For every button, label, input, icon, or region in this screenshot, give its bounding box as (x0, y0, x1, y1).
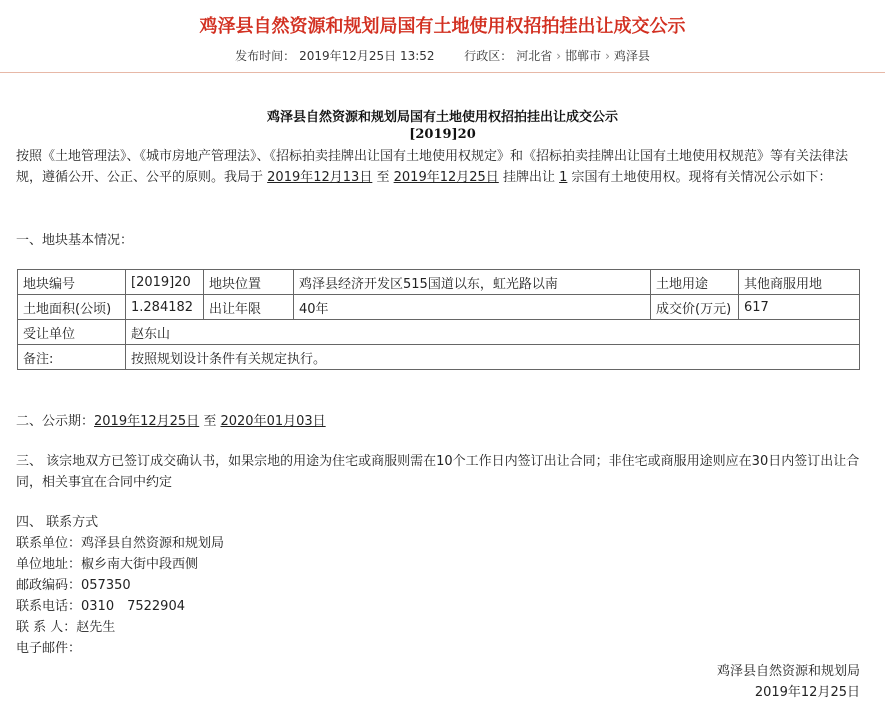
page-header (0, 0, 885, 73)
contact-postcode: 邮政编码：057350 (16, 578, 131, 593)
chevron-right-icon: › (556, 49, 562, 63)
table-cell: 617 (739, 295, 860, 320)
table-row (18, 320, 860, 345)
contact-email: 电子邮件： (16, 641, 82, 656)
table-cell: 出让年限 (204, 295, 294, 320)
region-city[interactable]: 邯郸市 (565, 49, 602, 63)
publish-time: 2019年12月25日 13:52 (299, 49, 435, 63)
table-row (18, 270, 860, 295)
table-cell: 土地用途 (651, 270, 739, 295)
meta-bar (0, 47, 885, 64)
publish-label: 发布时间： (235, 49, 296, 63)
intro-text: 按照《土地管理法》、《城市房地产管理法》、《招标拍卖挂牌出让国有土地使用权规定》和《招标拍卖挂牌出让国有土地使用权规范》等有关法律法规，遵循公开、公正、公平的原则。我局于 (16, 149, 849, 185)
contact-phone: 联系电话：0310 7522904 (16, 599, 185, 614)
signature-date: 2019年12月25日 (754, 685, 860, 700)
contact-person: 联 系 人：赵先生 (16, 620, 116, 635)
intro-text-b: 挂牌出让 (502, 170, 555, 185)
contact-unit: 联系单位：鸡泽县自然资源和规划局 (16, 536, 225, 551)
table-cell: 其他商服用地 (739, 270, 860, 295)
table-cell: 土地面积(公顷) (18, 295, 126, 320)
table-cell: 赵东山 (126, 320, 860, 345)
table-cell: 备注: (18, 345, 126, 370)
table-cell: 成交价(万元) (651, 295, 739, 320)
table-cell: 1.284182 (126, 295, 204, 320)
publicity-end-date: 2020年01月03日 (220, 414, 326, 429)
document-number: [2019]20 (409, 127, 476, 142)
section-4-heading: 四、 联系方式 (16, 515, 99, 530)
section-2 (16, 411, 861, 432)
table-cell: 40年 (294, 295, 651, 320)
intro-to: 至 (376, 170, 390, 185)
table-cell: 地块位置 (204, 270, 294, 295)
table-cell: 地块编号 (18, 270, 126, 295)
signature-org: 鸡泽县自然资源和规划局 (716, 664, 860, 679)
table-cell: 鸡泽县经济开发区515国道以东，虹光路以南 (294, 270, 651, 295)
section-1-heading: 一、地块基本情况： (16, 233, 134, 248)
contact-address: 单位地址：椒乡南大街中段西侧 (16, 557, 199, 572)
document-title: 鸡泽县自然资源和规划局国有土地使用权招拍挂出让成交公示 (266, 110, 618, 125)
intro-start-date: 2019年12月13日 (267, 170, 373, 185)
intro-paragraph (16, 146, 861, 188)
region-label: 行政区： (464, 49, 513, 63)
chevron-right-icon: › (605, 49, 610, 63)
table-cell: 按照规划设计条件有关规定执行。 (126, 345, 860, 370)
intro-count: 1 (559, 170, 568, 185)
intro-text-c: 宗国有土地使用权。现将有关情况公示如下： (571, 170, 832, 185)
section-3: 三、 该宗地双方已签订成交确认书，如果宗地的用途为住宅或商服则需在10个工作日内签订出让合同；非住宅或商服用途则应在30日内签订出让合同，相关事宜在合同中约定 (16, 454, 860, 490)
intro-end-date: 2019年12月25日 (393, 170, 499, 185)
publicity-start-date: 2019年12月25日 (94, 414, 200, 429)
section-2-to: 至 (203, 414, 217, 429)
land-info-table (17, 269, 860, 370)
region-province[interactable]: 河北省 (516, 49, 553, 63)
table-row (18, 345, 860, 370)
region-county[interactable]: 鸡泽县 (613, 49, 650, 63)
table-row (18, 295, 860, 320)
table-cell: 受让单位 (18, 320, 126, 345)
page-title: 鸡泽县自然资源和规划局国有土地使用权招拍挂出让成交公示 (199, 16, 686, 37)
section-2-label: 二、公示期： (16, 414, 95, 429)
table-cell: [2019]20 (126, 270, 204, 295)
